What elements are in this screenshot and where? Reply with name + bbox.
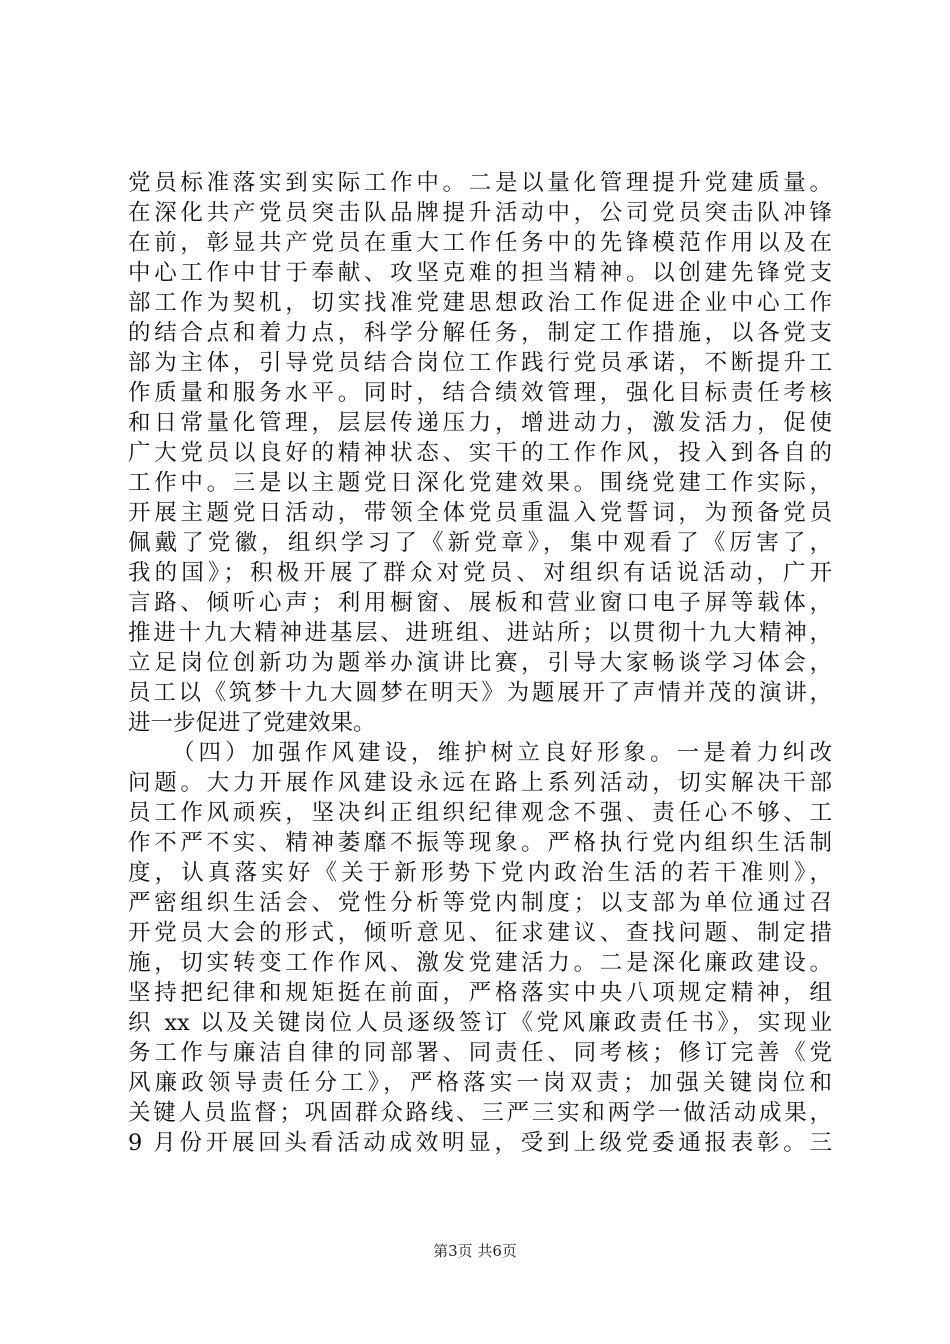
text-line: 部工作为契机，切实找准党建思想政治工作促进企业中心工作: [128, 290, 832, 316]
text-line: 进一步促进了党建效果。: [128, 710, 376, 736]
section-heading-line: （四）加强作风建设，维护树立良好形象。一是着力纠改: [172, 740, 832, 766]
text-line: 工作中。三是以主题党日深化党建效果。围绕党建工作实际，: [128, 470, 832, 496]
text-line: 作质量和服务水平。同时，结合绩效管理，强化目标责任考核: [128, 380, 832, 406]
text-line: 在深化共产党员突击队品牌提升活动中，公司党员突击队冲锋: [128, 200, 832, 226]
text-line: 部为主体，引导党员结合岗位工作践行党员承诺，不断提升工: [128, 350, 832, 376]
text-line: 开展主题党日活动，带领全体党员重温入党誓词，为预备党员: [128, 500, 832, 526]
text-line: 推进十九大精神进基层、进班组、进站所；以贯彻十九大精神，: [128, 620, 832, 646]
text-line: 施，切实转变工作作风、激发党建活力。二是深化廉政建设。: [128, 950, 832, 976]
text-line: 坚持把纪律和规矩挺在前面，严格落实中央八项规定精神，组: [128, 980, 832, 1006]
text-line: 和日常量化管理，层层传递压力，增进动力，激发活力，促使: [128, 410, 832, 436]
text-line: 的结合点和着力点，科学分解任务，制定工作措施，以各党支: [128, 320, 832, 346]
text-line: 作不严不实、精神萎靡不振等现象。严格执行党内组织生活制: [128, 830, 832, 856]
text-line: 我的国》；积极开展了群众对党员、对组织有话说活动，广开: [128, 560, 832, 586]
body-text: [128, 168, 832, 1158]
text-line: 党员标准落实到实际工作中。二是以量化管理提升党建质量。: [128, 170, 832, 196]
text-line: 员工作风顽疾，坚决纠正组织纪律观念不强、责任心不够、工: [128, 800, 832, 826]
text-line: 开党员大会的形式，倾听意见、征求建议、查找问题、制定措: [128, 920, 832, 946]
text-line: 严密组织生活会、党性分析等党内制度；以支部为单位通过召: [128, 890, 832, 916]
text-line: 9 月份开展回头看活动成效明显，受到上级党委通报表彰。三: [128, 1130, 832, 1156]
text-line: 风廉政领导责任分工》，严格落实一岗双责；加强关键岗位和: [128, 1070, 832, 1096]
text-line: 立足岗位创新功为题举办演讲比赛，引导大家畅谈学习体会，: [128, 650, 832, 676]
text-line: 广大党员以良好的精神状态、实干的工作作风，投入到各自的: [128, 440, 832, 466]
text-line: 关键人员监督；巩固群众路线、三严三实和两学一做活动成果，: [128, 1100, 832, 1126]
text-line: 员工以《筑梦十九大圆梦在明天》为题展开了声情并茂的演讲，: [128, 680, 832, 706]
text-line: 言路、倾听心声；利用橱窗、展板和营业窗口电子屏等载体，: [128, 590, 832, 616]
text-line: 织 xx 以及关键岗位人员逐级签订《党风廉政责任书》，实现业: [128, 1010, 832, 1036]
text-line: 佩戴了党徽，组织学习了《新党章》，集中观看了《厉害了，: [128, 530, 832, 556]
text-line: 中心工作中甘于奉献、攻坚克难的担当精神。以创建先锋党支: [128, 260, 832, 286]
text-line: 度，认真落实好《关于新形势下党内政治生活的若干准则》，: [128, 860, 832, 886]
page-footer: 第3页 共6页: [433, 1242, 517, 1260]
text-line: 问题。大力开展作风建设永远在路上系列活动，切实解决干部: [128, 770, 832, 796]
text-line: 务工作与廉洁自律的同部署、同责任、同考核；修订完善《党: [128, 1040, 832, 1066]
text-line: 在前，彰显共产党员在重大工作任务中的先锋模范作用以及在: [128, 230, 832, 256]
